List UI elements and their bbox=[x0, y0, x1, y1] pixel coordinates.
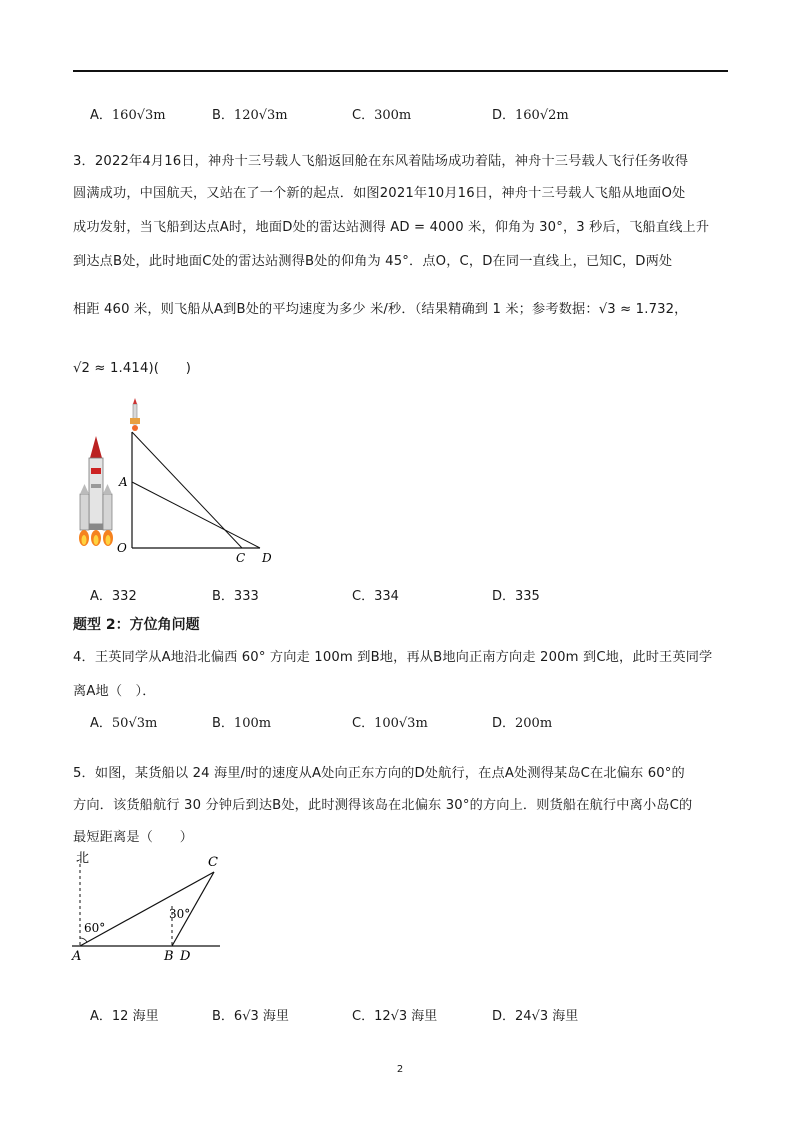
q3-option-a[interactable]: A．332 bbox=[90, 589, 137, 604]
q3-line-6: √2 ≈ 1.414)( ) bbox=[73, 361, 192, 376]
rocket-icon bbox=[79, 436, 113, 546]
q2-option-c[interactable]: C．300m bbox=[352, 108, 412, 123]
line-ad bbox=[132, 482, 260, 548]
q3-rocket-figure bbox=[72, 396, 282, 572]
q3-line-1: 3．2022年4月16日，神舟十三号载人飞船返回舱在东风着陆场成功着陆，神舟十三号载人飞行任务收得 bbox=[73, 154, 689, 169]
q5-line-1: 5．如图，某货船以 24 海里/时的速度从A处向正东方向的D处航行，在点A处测得某岛C在北偏东 60°的 bbox=[73, 766, 685, 781]
label-d: D bbox=[262, 551, 272, 565]
label-o: O bbox=[117, 541, 127, 555]
q5-option-c[interactable]: C．12√3 海里 bbox=[352, 1009, 438, 1024]
label-c: C bbox=[236, 551, 246, 565]
label-b: B bbox=[164, 949, 174, 964]
q3-option-d[interactable]: D．335 bbox=[492, 589, 540, 604]
q3-line-3: 成功发射，当飞船到达点A时，地面D处的雷达站测得 AD = 4000 米，仰角为 30°，3 秒后，飞船直线上升 bbox=[73, 220, 710, 235]
label-a: A bbox=[72, 949, 82, 964]
q4-option-a[interactable]: A．50√3m bbox=[90, 716, 158, 731]
q2-option-d[interactable]: D．160√2m bbox=[492, 108, 569, 123]
q2-option-a[interactable]: A．160√3m bbox=[90, 108, 166, 123]
angle-arc-a bbox=[80, 938, 87, 942]
label-d: D bbox=[180, 949, 191, 964]
q3-option-c[interactable]: C．334 bbox=[352, 589, 399, 604]
q5-option-b[interactable]: B．6√3 海里 bbox=[212, 1009, 289, 1024]
q4-option-d[interactable]: D．200m bbox=[492, 716, 553, 731]
q4-option-b[interactable]: B．100m bbox=[212, 716, 272, 731]
q2-option-b[interactable]: B．120√3m bbox=[212, 108, 288, 123]
page-number: 2 bbox=[396, 1064, 404, 1075]
section-title: 题型 2：方位角问题 bbox=[73, 617, 200, 633]
q5-line-3: 最短距离是（ ） bbox=[73, 830, 194, 845]
q3-line-2: 圆满成功，中国航天，又站在了一个新的起点．如图2021年10月16日，神舟十三号载人飞船从地面O处 bbox=[73, 186, 686, 201]
q5-line-2: 方向．该货船航行 30 分钟后到达B处，此时测得该岛在北偏东 30°的方向上．则货船在航行中离小岛C的 bbox=[73, 798, 693, 813]
label-angle-60: 60° bbox=[84, 921, 106, 935]
q5-option-d[interactable]: D．24√3 海里 bbox=[492, 1009, 579, 1024]
q4-line-2: 离A地（ ）． bbox=[73, 684, 156, 699]
q3-option-b[interactable]: B．333 bbox=[212, 589, 259, 604]
q3-line-4: 到达点B处，此时地面C处的雷达站测得B处的仰角为 45°．点O，C，D在同一直线上，已知C，D两处 bbox=[73, 254, 673, 269]
small-rocket-icon bbox=[130, 398, 140, 431]
label-c: C bbox=[208, 855, 218, 870]
q4-line-1: 4．王英同学从A地沿北偏西 60° 方向走 100m 到B地，再从B地向正南方向走 200m 到C地，此时王英同学 bbox=[73, 650, 713, 665]
q5-option-a[interactable]: A．12 海里 bbox=[90, 1009, 159, 1024]
label-north: 北 bbox=[76, 851, 90, 866]
header-rule bbox=[73, 70, 728, 72]
label-a: A bbox=[119, 475, 128, 489]
label-angle-30: 30° bbox=[169, 907, 191, 921]
q4-option-c[interactable]: C．100√3m bbox=[352, 716, 428, 731]
q5-bearing-figure bbox=[68, 846, 228, 966]
q3-line-5: 相距 460 米，则飞船从A到B处的平均速度为多少 米/秒．（结果精确到 1 米；参考数据：√3 ≈ 1.732， bbox=[73, 302, 688, 317]
